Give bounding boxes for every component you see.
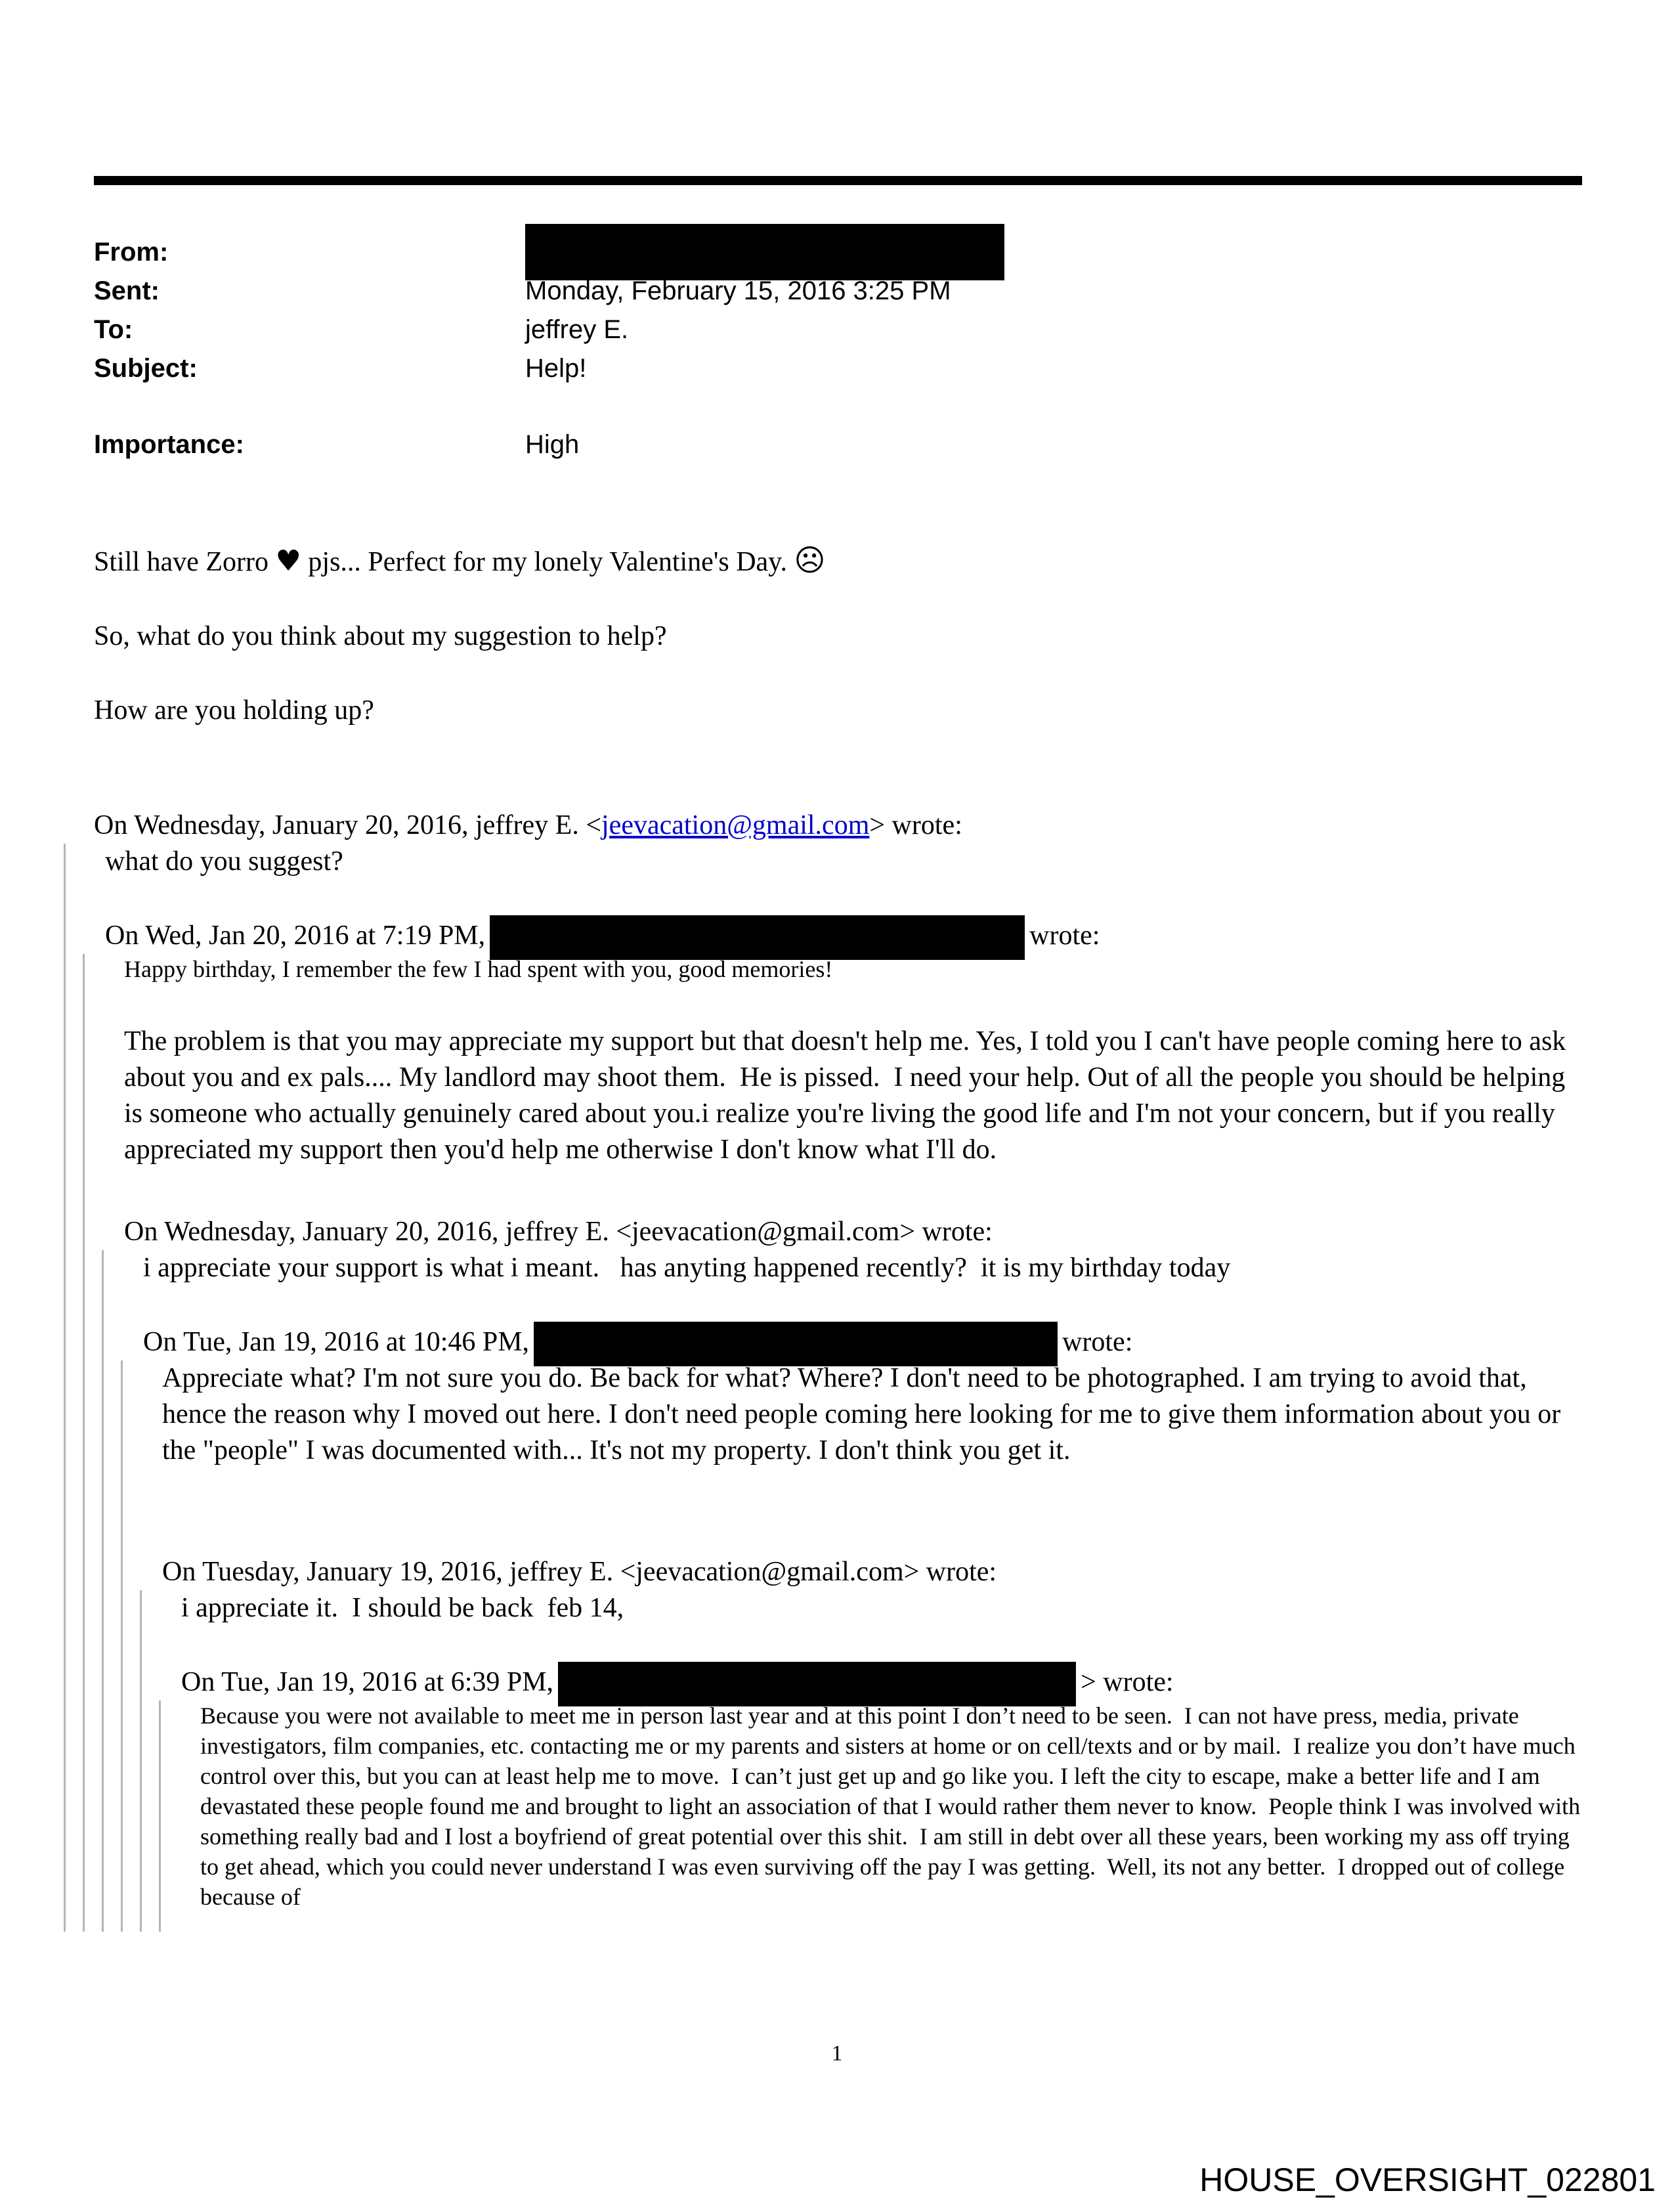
- quote-6-paragraph: Because you were not available to meet me in person last year and at this point I don’t need to be seen. I can not have press, media, private investigators, film companies, etc. contacting me or my parents and sisters at home or on cell/texts and or by mail. I realize you don’t have much control over this, but you can at least help me to move. I can’t just get up and go like you. I left the city to escape, make a better life and I am devastated these people found me and brought to light an association of that I would rather them never to know. People think I was involved with something really bad and I lost a boyfriend of great potential over this shit. I am still in debt over all these years, been working my ass off trying to get ahead, which you could never understand I was even surviving off the pay I was getting. Well, its not any better. I dropped out of college because of: [200, 1702, 1587, 1910]
- quote-level-3: [102, 1250, 1587, 1932]
- attribution-1-suffix: > wrote:: [869, 810, 962, 840]
- redaction-bar-sender-4: [534, 1322, 1058, 1366]
- field-value-subject: Help!: [525, 353, 587, 383]
- bates-stamp: HOUSE_OVERSIGHT_022801: [1199, 2161, 1656, 2198]
- attribution-line-5: On Tuesday, January 19, 2016, jeffrey E. <jeevacation@gmail.com> wrote:: [162, 1556, 997, 1587]
- attribution-line-2: [105, 918, 1582, 954]
- email-header: [94, 232, 1582, 464]
- page-number: 1: [831, 2041, 843, 2066]
- header-field-from: [94, 232, 1582, 271]
- sad-face-icon: ☹: [794, 542, 826, 578]
- quote-2-problem-paragraph: The problem is that you may appreciate my support but that doesn't help me. Yes, I told you I can't have people coming here to ask about you and ex pals.... My landlord may shoot them. He is pissed. I need your help. Out of all the people you should be helping is someone who actually genuinely cared about you.i realize you're living the good life and I'm not your concern, but if you really appreciated my support then you'd help me otherwise I don't know what I'll do.: [124, 1026, 1573, 1165]
- attribution-line-1: [94, 808, 1582, 844]
- quote-level-2: [83, 954, 1587, 1932]
- field-label-sent: Sent:: [94, 276, 160, 305]
- quote-5-reply: i appreciate it. I should be back feb 14,: [181, 1592, 624, 1623]
- attribution-6-prefix: On Tue, Jan 19, 2016 at 6:39 PM,: [181, 1666, 554, 1697]
- email-link[interactable]: jeevacation@gmail.com: [601, 810, 870, 840]
- quote-level-4: [121, 1360, 1587, 1932]
- quoted-thread: [64, 844, 1587, 1932]
- email-body: [94, 542, 1582, 729]
- attribution-2-prefix: On Wed, Jan 20, 2016 at 7:19 PM,: [105, 920, 486, 951]
- field-value-importance: High: [525, 429, 580, 459]
- attribution-line-4: [143, 1324, 1582, 1360]
- field-value-sent: Monday, February 15, 2016 3:25 PM: [525, 276, 951, 305]
- body-paragraph-holding-up: How are you holding up?: [94, 695, 374, 726]
- field-value-to: jeffrey E.: [525, 314, 629, 344]
- header-field-to: [94, 310, 1582, 349]
- body-paragraph-valentine: [94, 542, 1582, 580]
- attribution-line-3: On Wednesday, January 20, 2016, jeffrey E. <jeevacation@gmail.com> wrote:: [124, 1216, 993, 1247]
- valentine-text-end: pjs... Perfect for my lonely Valentine's Day.: [301, 546, 794, 577]
- header-field-subject: [94, 349, 1582, 387]
- quote-1-reply: what do you suggest?: [105, 846, 343, 877]
- quote-level-5: [140, 1590, 1587, 1932]
- header-divider-rule: [94, 176, 1582, 185]
- page-content: [94, 176, 1587, 1932]
- valentine-text-start: Still have Zorro: [94, 546, 276, 577]
- header-field-importance: [94, 425, 1582, 464]
- redaction-bar-sender-6: [558, 1662, 1076, 1706]
- attribution-1-prefix: On Wednesday, January 20, 2016, jeffrey E. <: [94, 810, 602, 840]
- quote-level-1: [64, 844, 1587, 1932]
- field-label-to: To:: [94, 314, 133, 344]
- field-label-subject: Subject:: [94, 353, 198, 383]
- quote-3-reply: i appreciate your support is what i meant. has anyting happened recently? it is my birthday today: [143, 1252, 1231, 1283]
- quote-2-birthday-line: Happy birthday, I remember the few I had spent with you, good memories!: [124, 955, 833, 982]
- header-field-sent: [94, 271, 1582, 310]
- redaction-bar-sender-2: [490, 915, 1025, 960]
- quote-level-6: [159, 1701, 1587, 1932]
- field-label-importance: Importance:: [94, 429, 244, 459]
- body-paragraph-suggestion: So, what do you think about my suggestion to help?: [94, 620, 667, 651]
- attribution-6-suffix: > wrote:: [1081, 1666, 1174, 1697]
- attribution-4-suffix: wrote:: [1062, 1326, 1133, 1357]
- attribution-line-6: [181, 1664, 1582, 1701]
- attribution-2-suffix: wrote:: [1029, 920, 1100, 951]
- field-label-from: From:: [94, 237, 169, 267]
- attribution-4-prefix: On Tue, Jan 19, 2016 at 10:46 PM,: [143, 1326, 530, 1357]
- heart-icon: ♥: [275, 544, 301, 578]
- quote-4-paragraph: Appreciate what? I'm not sure you do. Be back for what? Where? I don't need to be photographed. I am trying to avoid that, hence the reason why I moved out here. I don't need people coming here looking for me to give them information about you or the "people" I was documented with... It's not my property. I don't think you get it.: [162, 1362, 1568, 1465]
